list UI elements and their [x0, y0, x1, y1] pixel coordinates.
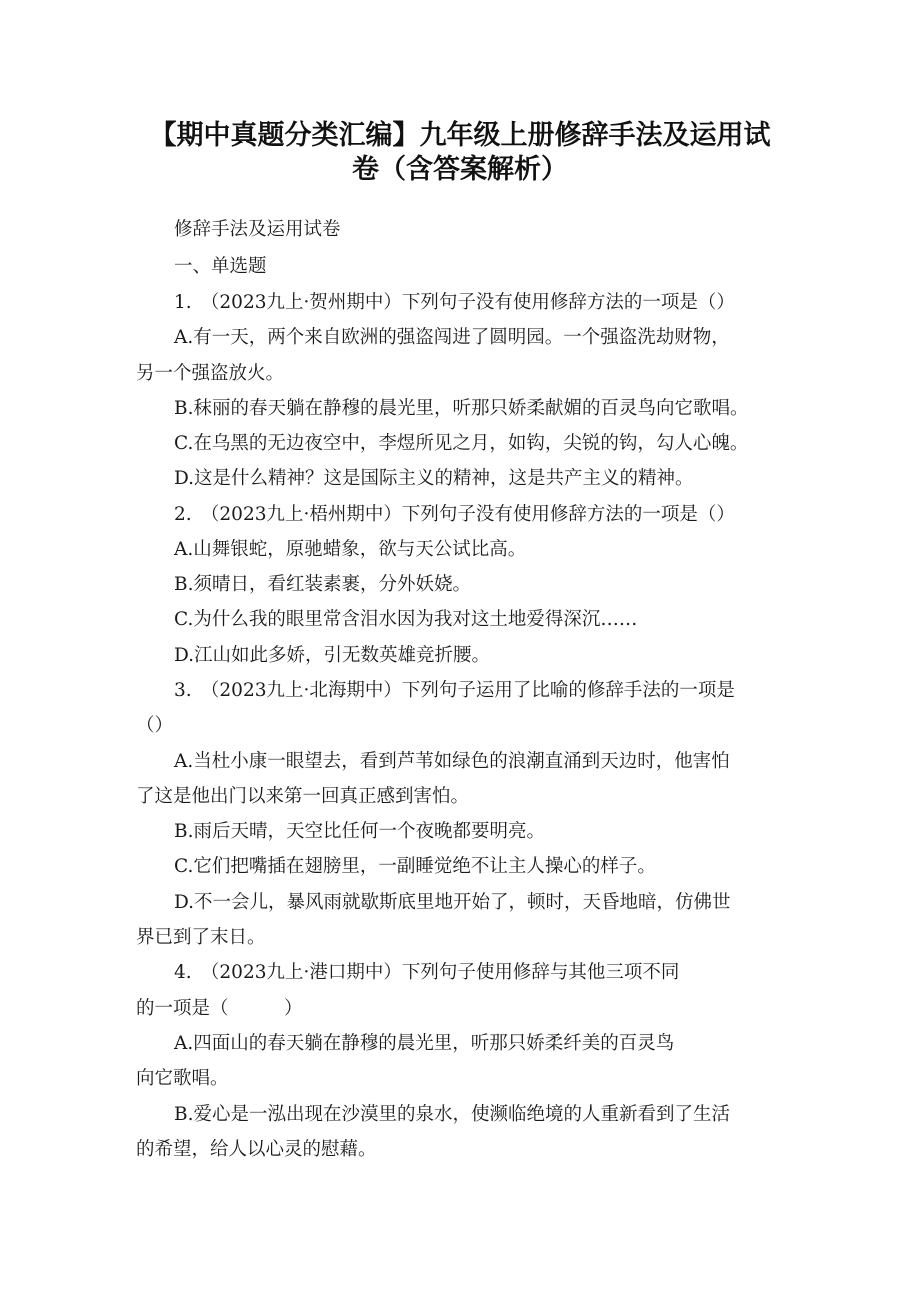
question-1-stem: 1. （2023九上·贺州期中）下列句子没有使用修辞方法的一项是（） — [174, 292, 735, 313]
question-3-option-d-cont: 界已到了末日。 — [136, 927, 266, 948]
question-3-option-c: C.它们把嘴插在翅膀里，一副睡觉绝不让主人操心的样子。 — [174, 856, 656, 877]
question-4-option-b: B.爱心是一泓出现在沙漠里的泉水，使濒临绝境的人重新看到了生活 — [174, 1104, 730, 1125]
question-1-option-a: A.有一天，两个来自欧洲的强盗闯进了圆明园。一个强盗洗劫财物， — [174, 327, 730, 348]
question-3-stem: 3. （2023九上·北海期中）下列句子运用了比喻的修辞手法的一项是 — [174, 680, 735, 701]
question-2-option-b: B.须晴日，看红装素裹，分外妖娆。 — [174, 574, 471, 595]
question-4-option-a-cont: 向它歌唱。 — [136, 1068, 229, 1089]
question-1-option-b: B.秣丽的春天躺在静穆的晨光里，听那只娇柔献媚的百灵鸟向它歌唱。 — [174, 398, 749, 419]
paper-heading: 修辞手法及运用试卷 — [174, 219, 341, 240]
question-4-stem: 4. （2023九上·港口期中）下列句子使用修辞与其他三项不同 — [174, 962, 680, 983]
question-3-stem-cont: （） — [136, 715, 174, 736]
question-1-option-c: C.在乌黑的无边夜空中，李煜所见之月，如钩，尖锐的钩，勾人心魄。 — [174, 433, 749, 454]
document-title-line-1: 【期中真题分类汇编】九年级上册修辞手法及运用试 — [149, 120, 771, 151]
question-4-option-a: A.四面山的春天躺在静穆的晨光里，听那只娇柔纤美的百灵鸟 — [174, 1033, 675, 1054]
question-2-option-d: D.江山如此多娇，引无数英雄竞折腰。 — [174, 645, 491, 666]
question-4-stem-cont: 的一项是（ ） — [136, 998, 303, 1019]
question-2-option-a: A.山舞银蛇，原驰蜡象，欲与天公试比高。 — [174, 539, 527, 560]
question-3-option-a-cont: 了这是他出门以来第一回真正感到害怕。 — [136, 786, 470, 807]
question-3-option-a: A.当杜小康一眼望去，看到芦苇如绿色的浪潮直涌到天边时，他害怕 — [174, 751, 730, 772]
question-3-option-b: B.雨后天晴，天空比任何一个夜晚都要明亮。 — [174, 821, 545, 842]
question-1-option-d: D.这是什么精神？这是国际主义的精神，这是共产主义的精神。 — [174, 468, 694, 489]
question-2-stem: 2. （2023九上·梧州期中）下列句子没有使用修辞方法的一项是（） — [174, 504, 735, 525]
question-4-option-b-cont: 的希望，给人以心灵的慰藉。 — [136, 1139, 377, 1160]
question-2-option-c: C.为什么我的眼里常含泪水因为我对这土地爱得深沉…… — [174, 609, 638, 630]
document-title-line-2: 卷（含答案解析） — [352, 154, 568, 185]
question-1-option-a-cont: 另一个强盗放火。 — [136, 363, 285, 384]
question-3-option-d: D.不一会儿，暴风雨就歇斯底里地开始了，顿时，天昏地暗，仿佛世 — [174, 892, 731, 913]
section-heading: 一、单选题 — [174, 256, 267, 277]
